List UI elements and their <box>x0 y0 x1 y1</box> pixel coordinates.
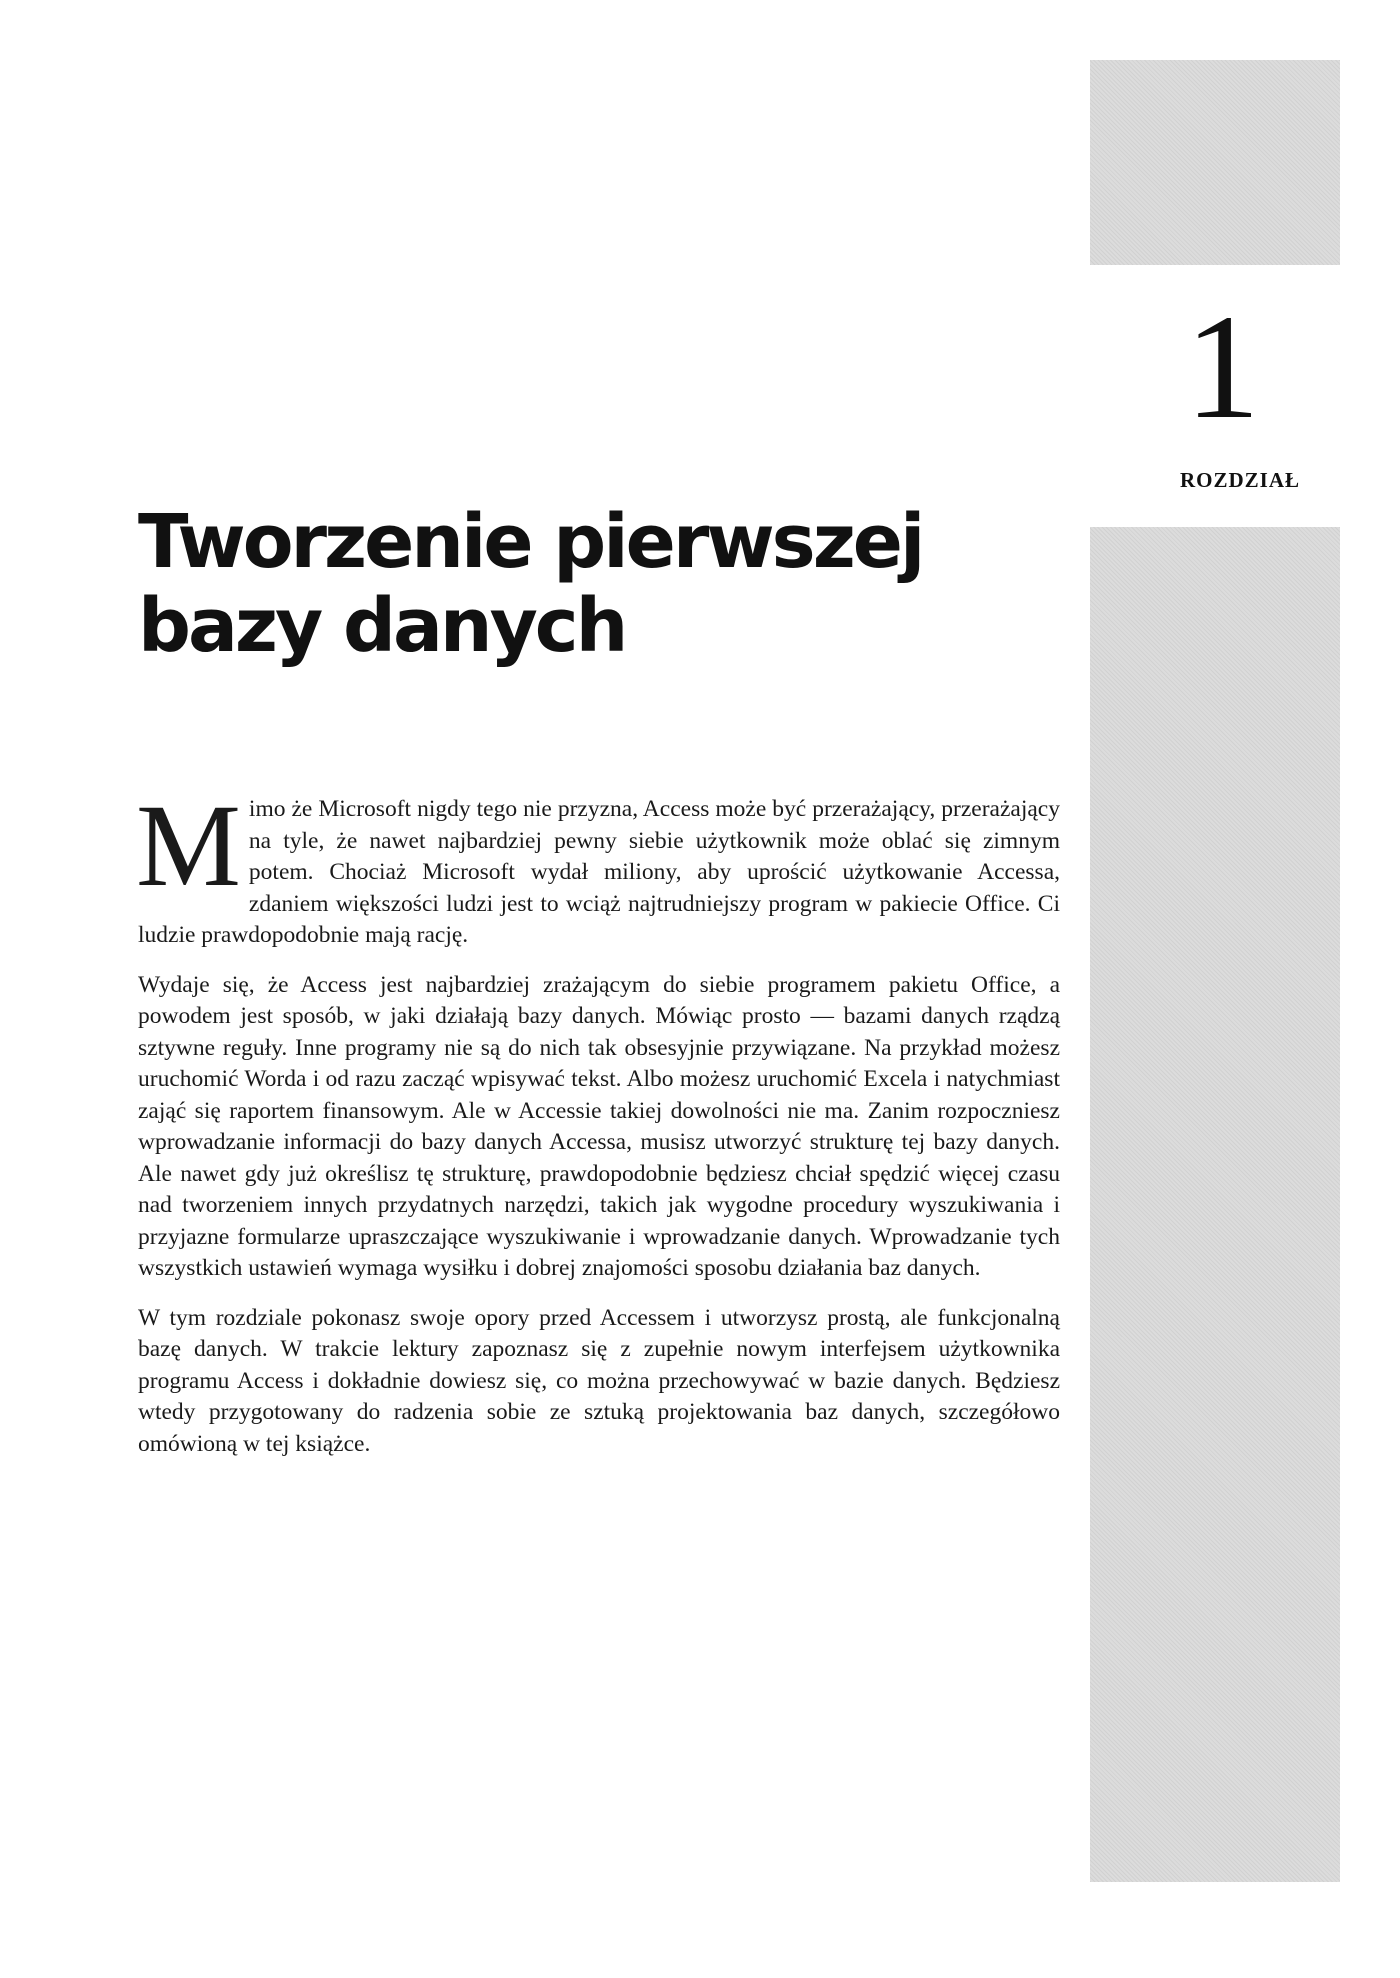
paragraph-3: W tym rozdziale pokonasz swoje opory przed Accessem i utworzysz prostą, ale funkcjonalną bazę danych. W trakcie lektury zapoznasz się z zupełnie nowym interfejsem użytkownika programu Access i dokładnie dowiesz się, co można przechowywać w bazie danych. Będziesz wtedy przygotowany do radzenia sobie ze sztuką projektowania baz danych, szczegółowo omówioną w tej książce. <box>138 1304 1060 1457</box>
chapter-title-line-1: Tworzenie pierwszej <box>138 499 923 585</box>
paragraph-intro <box>136 780 1060 952</box>
chapter-title <box>138 500 1038 668</box>
chapter-body <box>136 780 1060 1478</box>
paragraph-intro-text: imo że Microsoft nigdy tego nie przyzna, Access może być przerażający, przerażający na tyle, że nawet najbardziej pewny siebie użytkownik może oblać się zimnym potem. Chociaż Microsoft wydał miliony, aby uprościć użytkowanie Accessa, zdaniem większości ludzi jest to wciąż najtrudniejszy program w pakiecie Office. Ci ludzie prawdopodobnie mają rację. <box>138 796 1060 948</box>
chapter-title-line-2: bazy danych <box>138 583 626 669</box>
drop-cap: M <box>136 780 241 911</box>
chapter-tab-bottom <box>1090 527 1340 1882</box>
chapter-number: 1 <box>1185 284 1260 450</box>
chapter-label: ROZDZIAŁ <box>1179 468 1300 492</box>
paragraph-2: Wydaje się, że Access jest najbardziej zrażającym do siebie programem pakietu Office, a powodem jest sposób, w jaki działają bazy danych. Mówiąc prosto — bazami danych rządzą sztywne reguły. Inne programy nie są do nich tak obsesyjnie przywiązane. Na przykład możesz uruchomić Worda i od razu zacząć wpisywać tekst. Albo możesz uruchomić Excela i natychmiast zająć się raportem finansowym. Ale w Accessie takiej dowolności nie ma. Zanim rozpoczniesz wprowadzanie informacji do bazy danych Accessa, musisz utworzyć strukturę tej bazy danych. Ale nawet gdy już określisz tę strukturę, prawdopodobnie będziesz chciał spędzić więcej czasu nad tworzeniem innych przydatnych narzędzi, takich jak wygodne procedury wyszukiwania i przyjazne formularze upraszczające wyszukiwanie i wprowadzanie danych. Wprowadzanie tych wszystkich ustawień wymaga wysiłku i dobrej znajomości sposobu działania baz danych. <box>138 971 1060 1281</box>
chapter-tab-top <box>1090 60 1340 265</box>
